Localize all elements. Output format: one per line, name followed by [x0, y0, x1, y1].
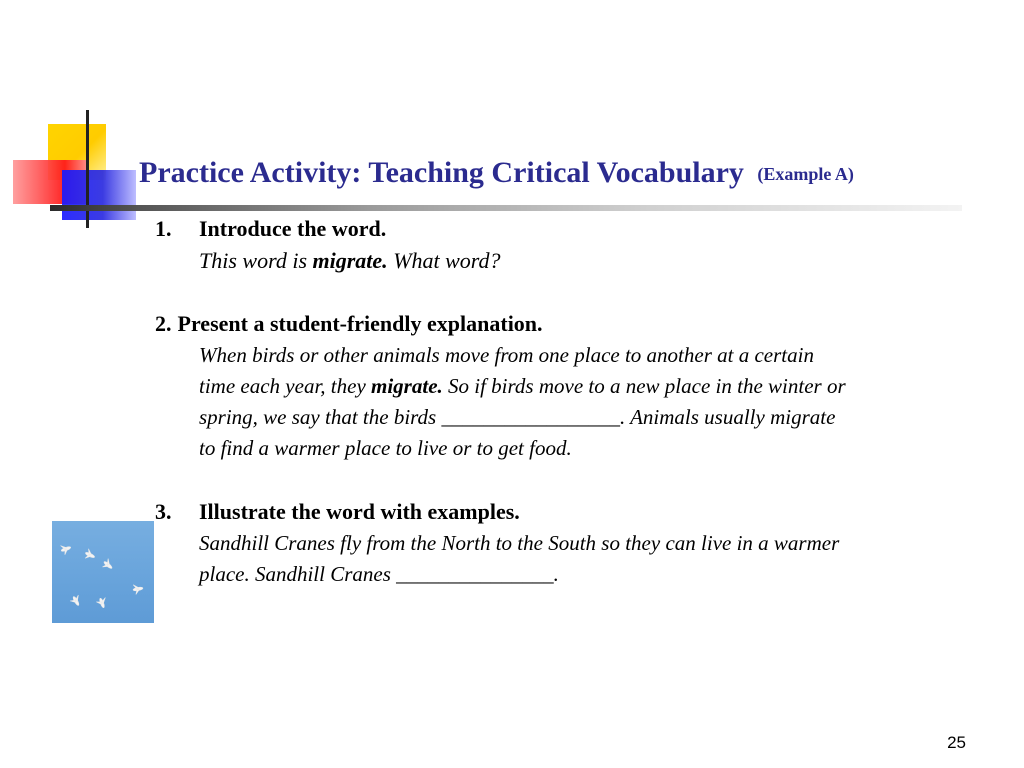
vocabulary-word: migrate. — [312, 248, 388, 273]
step-number: 1. — [155, 216, 172, 241]
step-heading-text: Present a student-friendly explanation. — [177, 311, 543, 336]
step-heading — [155, 496, 1005, 528]
step-explanation-line — [199, 402, 1005, 433]
crane-icon — [60, 543, 73, 556]
decorative-blue-square — [62, 170, 136, 220]
spacer — [155, 277, 1005, 308]
crane-icon — [132, 583, 144, 595]
crane-icon — [96, 597, 109, 610]
text-run: This word is — [199, 248, 313, 273]
text-run: When birds or other animals move from one place to another at a certain — [199, 343, 814, 367]
step-heading-text: Illustrate the word with examples. — [199, 499, 520, 524]
text-run: What word? — [387, 248, 501, 273]
crane-icon — [83, 548, 96, 561]
crane-icon — [101, 558, 115, 572]
slide-title — [139, 154, 854, 193]
step-example-line — [199, 245, 1005, 277]
cranes-illustration — [52, 521, 154, 623]
page-number: 25 — [947, 733, 966, 752]
step-item-1 — [155, 213, 1005, 277]
step-example-line — [199, 528, 1005, 559]
step-number: 2. — [155, 311, 172, 336]
step-explanation-line — [199, 371, 1005, 402]
text-run: So if birds move to a new place in the winter or — [442, 374, 846, 398]
activity-steps-list — [155, 213, 1005, 590]
title-underline-rule — [50, 205, 962, 211]
spacer — [155, 464, 1005, 496]
step-heading — [155, 213, 1005, 245]
slide-title-text: Practice Activity: Teaching Critical Vocabulary — [139, 156, 744, 189]
step-item-3 — [155, 496, 1005, 590]
vocabulary-word: migrate. — [371, 374, 443, 398]
step-heading-text: Introduce the word. — [199, 216, 387, 241]
text-run: spring, we say that the birds _________________. Animals usually migrate — [199, 405, 836, 429]
step-explanation-line — [199, 340, 1005, 371]
flying-cranes-photo — [52, 521, 154, 623]
text-run: to find a warmer place to live or to get food. — [199, 436, 572, 460]
text-run: time each year, they — [199, 374, 372, 398]
step-heading — [155, 308, 1005, 340]
step-example-line — [199, 559, 1005, 590]
step-number: 3. — [155, 499, 172, 524]
slide-title-suffix: (Example A) — [757, 164, 854, 184]
crane-icon — [69, 594, 83, 608]
step-explanation-line — [199, 433, 1005, 464]
step-item-2 — [155, 308, 1005, 464]
text-run: Sandhill Cranes fly from the North to the South so they can live in a warmer — [199, 531, 840, 555]
text-run: place. Sandhill Cranes _______________. — [199, 562, 559, 586]
